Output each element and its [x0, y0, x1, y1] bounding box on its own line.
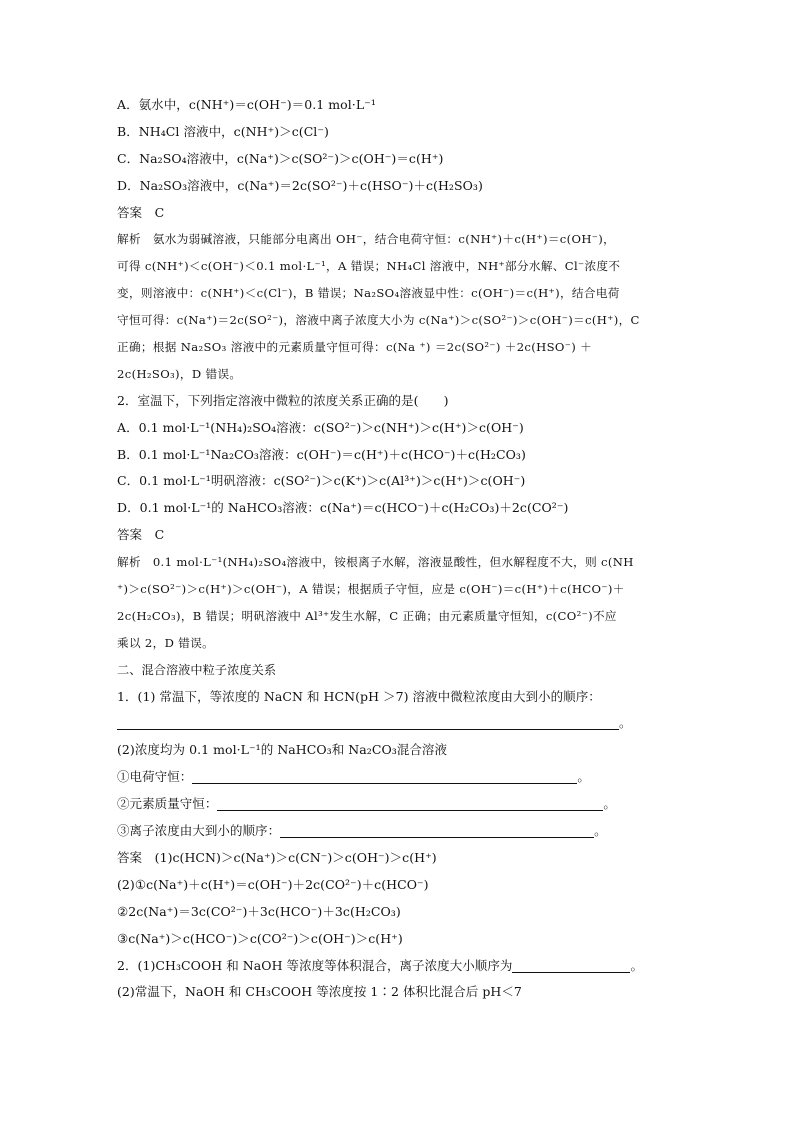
full-stop: 。: [594, 823, 607, 839]
option-d-line: D．0.1 mol·L⁻¹的 NaHCO₃溶液：c(Na⁺)＝c(HCO⁻)＋c(H₂CO₃)＋2c(CO²⁻): [117, 500, 569, 516]
answer-blank[interactable]: [192, 769, 577, 784]
answer-blank[interactable]: [217, 796, 603, 811]
explanation-line: 变，则溶液中：c(NH⁺)＜c(Cl⁻)，B 错误；Na₂SO₄溶液显中性：c(OH⁻)＝c(H⁺)，结合电荷: [117, 286, 620, 301]
section-heading: 二、混合溶液中粒子浓度关系: [117, 662, 277, 677]
explanation-line: 解析 氨水为弱碱溶液，只能部分电离出 OH⁻，结合电荷守恒：c(NH⁺)＋c(H⁺)＝c(OH⁻)，: [117, 232, 616, 247]
full-stop: 。: [577, 769, 590, 785]
page-content: [117, 92, 677, 1006]
question-1-stem: 1．(1) 常温下，等浓度的 NaCN 和 HCN(pH ＞7) 溶液中微粒浓度由大到小的顺序：: [117, 688, 601, 704]
option-c-line: C．0.1 mol·L⁻¹明矾溶液：c(SO²⁻)＞c(K⁺)＞c(Al³⁺)＞c(H⁺)＞c(OH⁻): [117, 473, 526, 489]
answer-blank[interactable]: [117, 715, 619, 730]
explanation-line: 守恒可得：c(Na⁺)＝2c(SO²⁻)，溶液中离子浓度大小为 c(Na⁺)＞c(SO²⁻)＞c(OH⁻)＝c(H⁺)，C: [117, 313, 640, 328]
answer-blank-line: [117, 710, 677, 737]
fill-prompt: ②元素质量守恒：: [117, 796, 218, 812]
question-1-part-2: (2)浓度均为 0.1 mol·L⁻¹的 NaHCO₃和 Na₂CO₃混合溶液: [117, 742, 448, 758]
explanation-line: 乘以 2，D 错误。: [117, 635, 215, 650]
explanation-line: 正确；根据 Na₂SO₃ 溶液中的元素质量守恒可得：c(Na ⁺) ＝2c(SO²⁻) ＋2c(HSO⁻) ＋: [117, 340, 593, 355]
answer-line: ③c(Na⁺)＞c(HCO⁻)＞c(CO²⁻)＞c(OH⁻)＞c(H⁺): [117, 930, 403, 946]
answer-line: 答案 C: [117, 204, 165, 220]
full-stop: 。: [603, 796, 616, 812]
full-stop: 。: [619, 715, 632, 731]
answer-line: 答案 C: [117, 527, 165, 543]
explanation-line: 解析 0.1 mol·L⁻¹(NH₄)₂SO₄溶液中，铵根离子水解，溶液显酸性，但水解程度不大，则 c(NH: [117, 555, 634, 570]
option-c-line: C．Na₂SO₄溶液中，c(Na⁺)＞c(SO²⁻)＞c(OH⁻)＝c(H⁺): [117, 150, 444, 166]
ion-order-line: [117, 818, 677, 845]
option-a-line: A．0.1 mol·L⁻¹(NH₄)₂SO₄溶液：c(SO²⁻)＞c(NH⁺)＞c(H⁺)＞c(OH⁻): [117, 419, 524, 435]
answer-blank[interactable]: [512, 958, 630, 973]
explanation-line: 可得 c(NH⁺)＜c(OH⁻)＜0.1 mol·L⁻¹，A 错误；NH₄Cl 溶液中，NH⁺部分水解、Cl⁻浓度不: [117, 259, 621, 274]
fill-prompt: 2．(1)CH₃COOH 和 NaOH 等浓度等体积混合，离子浓度大小顺序为: [117, 957, 513, 973]
question-2-stem: 2．室温下，下列指定溶液中微粒的浓度关系正确的是( ): [117, 392, 449, 408]
mass-conservation-line: [117, 791, 677, 818]
explanation-line: 2c(H₂SO₃)，D 错误。: [117, 366, 242, 381]
explanation-line: ⁺)＞c(SO²⁻)＞c(H⁺)＞c(OH⁻)，A 错误；根据质子守恒，应是 c(OH⁻)＝c(H⁺)＋c(HCO⁻)＋: [117, 582, 625, 597]
charge-conservation-line: [117, 764, 677, 791]
fill-prompt: ①电荷守恒：: [117, 769, 193, 785]
full-stop: 。: [630, 957, 644, 973]
option-d-line: D．Na₂SO₃溶液中，c(Na⁺)＝2c(SO²⁻)＋c(HSO⁻)＋c(H₂SO₃): [117, 177, 483, 193]
explanation-line: 2c(H₂CO₃)，B 错误；明矾溶液中 Al³⁺发生水解，C 正确；由元素质量守恒知，c(CO²⁻)不应: [117, 608, 617, 623]
option-b-line: B．0.1 mol·L⁻¹Na₂CO₃溶液：c(OH⁻)＝c(H⁺)＋c(HCO⁻)＋c(H₂CO₃): [117, 446, 526, 462]
answer-blank[interactable]: [280, 823, 594, 838]
option-a-line: A．氨水中，c(NH⁺)＝c(OH⁻)＝0.1 mol·L⁻¹: [117, 97, 376, 112]
answer-line: 答案 (1)c(HCN)＞c(Na⁺)＞c(CN⁻)＞c(OH⁻)＞c(H⁺): [117, 849, 437, 865]
answer-line: (2)①c(Na⁺)＋c(H⁺)＝c(OH⁻)＋2c(CO²⁻)＋c(HCO⁻): [117, 876, 429, 892]
option-b-line: B．NH₄Cl 溶液中，c(NH⁺)＞c(Cl⁻): [117, 123, 329, 139]
fill-prompt: ③离子浓度由大到小的顺序：: [117, 823, 281, 839]
answer-line: ②2c(Na⁺)＝3c(CO²⁻)＋3c(HCO⁻)＋3c(H₂CO₃): [117, 903, 401, 919]
question-2-part-1: [117, 953, 677, 980]
question-2-part-2: (2)常温下，NaOH 和 CH₃COOH 等浓度按 1∶2 体积比混合后 pH＜7: [117, 984, 522, 1000]
